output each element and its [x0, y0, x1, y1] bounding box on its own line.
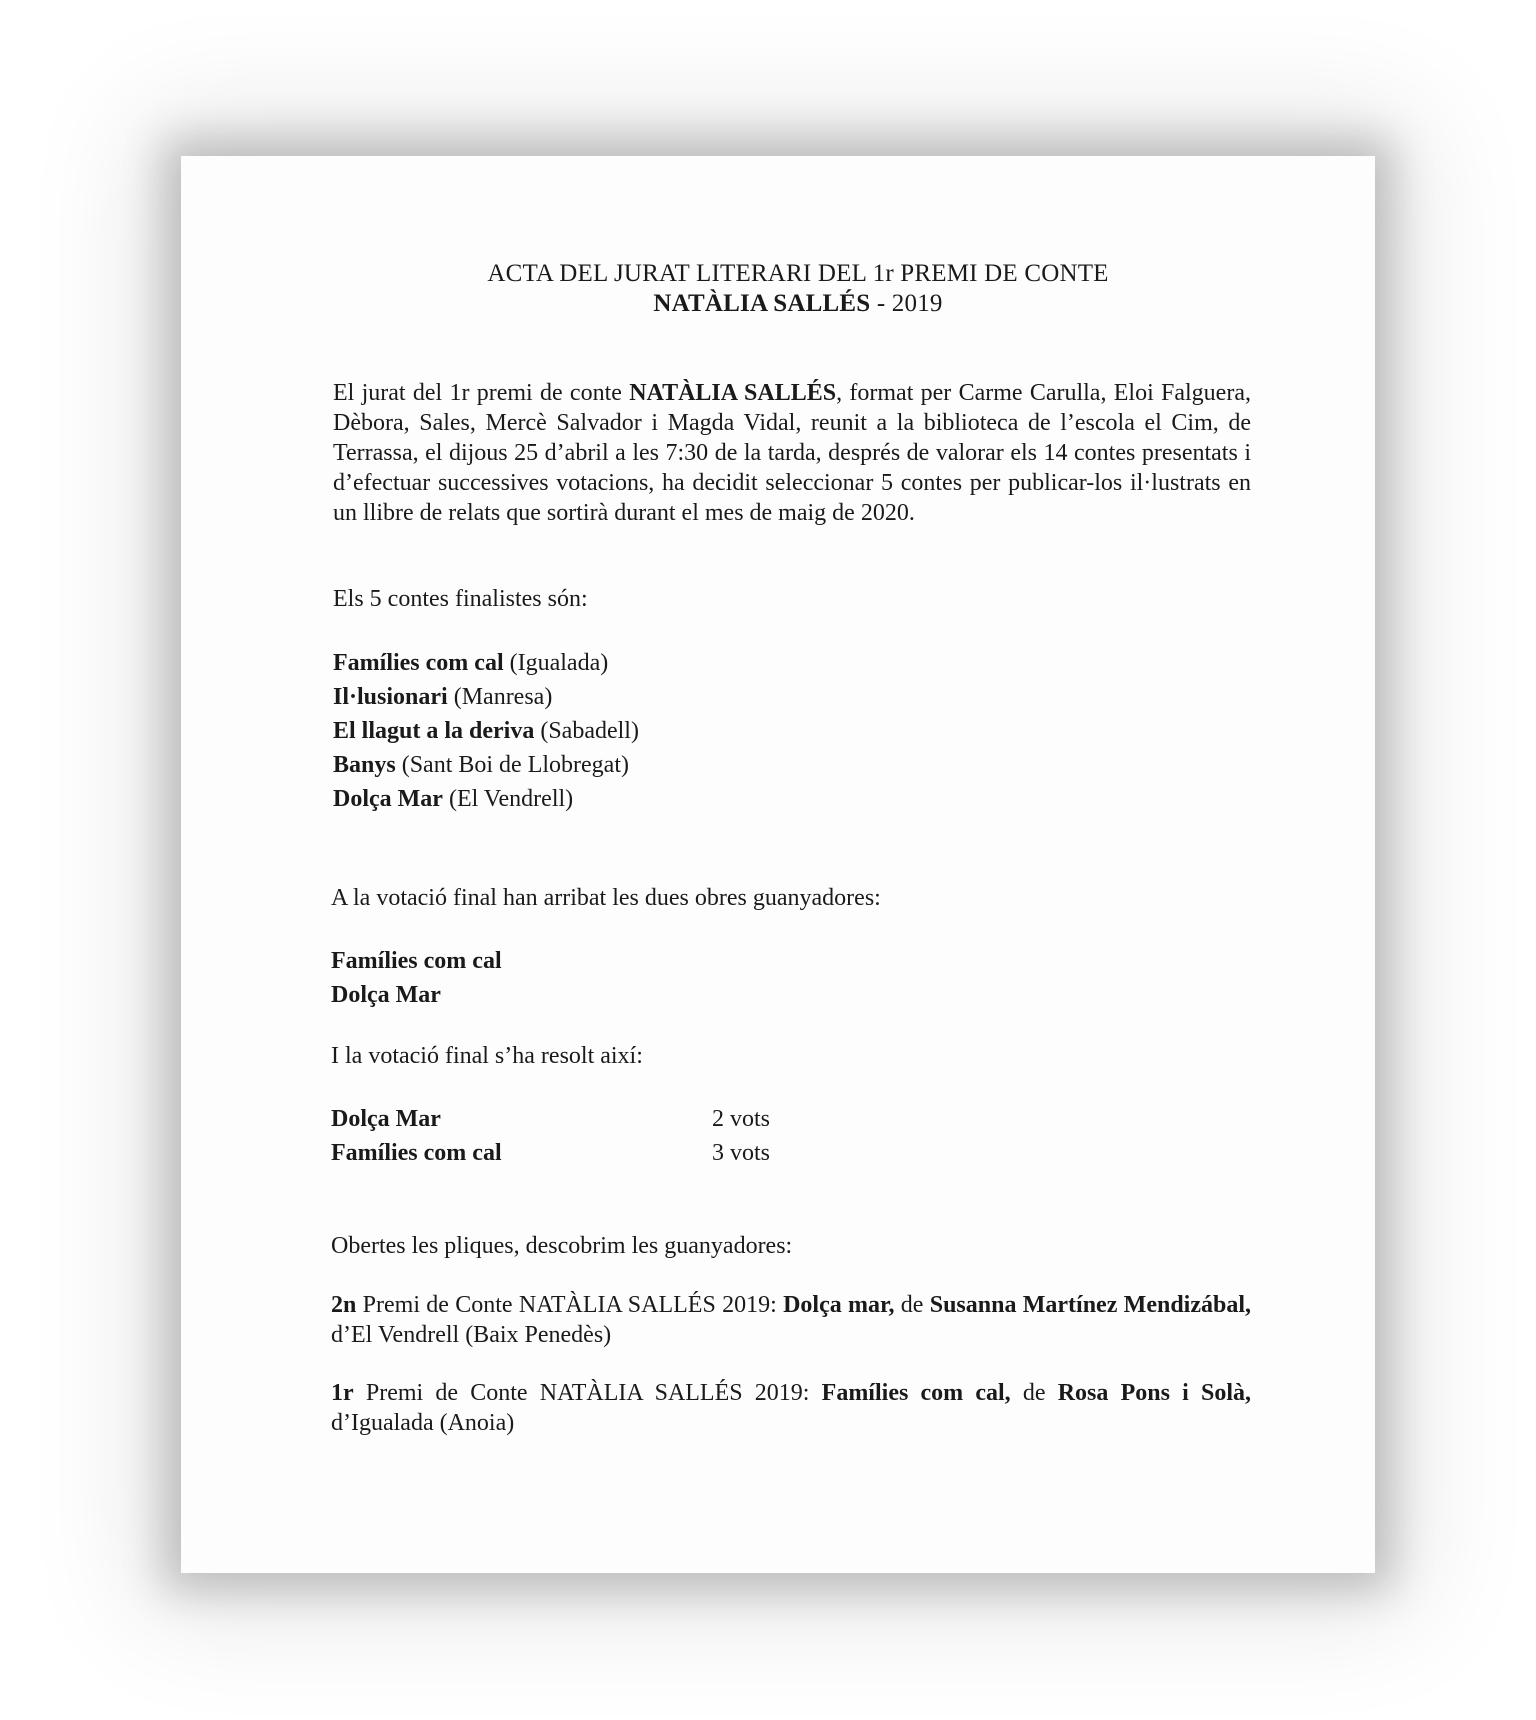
prize-name: NATÀLIA SALLÉS	[653, 290, 871, 317]
finalist-title: Il·lusionari	[333, 684, 448, 710]
finalist-place: (El Vendrell)	[448, 786, 574, 812]
author-origin: d’El Vendrell (Baix Penedès)	[331, 1322, 612, 1348]
winning-author: Rosa Pons i Solà,	[1057, 1380, 1252, 1406]
finalist-place: (Sant Boi de Llobregat)	[401, 752, 629, 778]
result-title: Dolça Mar	[331, 1106, 441, 1132]
finalist-item	[333, 784, 573, 814]
document-page	[181, 156, 1375, 1573]
result-heading: I la votació final s’ha resolt així:	[331, 1043, 643, 1069]
opening-heading: Obertes les pliques, descobrim les guanyadores:	[331, 1233, 793, 1259]
finalist-item	[333, 648, 608, 678]
intro-text-start: El jurat del 1r premi de conte	[333, 380, 630, 406]
prize-rank: 2n	[331, 1292, 357, 1318]
finalist-place: (Manresa)	[453, 684, 553, 710]
connector-text: de	[894, 1292, 930, 1318]
intro-prize-name: NATÀLIA SALLÉS	[629, 380, 837, 406]
finalist-title: El llagut a la deriva	[333, 718, 535, 744]
result-title: Famílies com cal	[331, 1140, 502, 1166]
finalist-place: (Igualada)	[509, 650, 609, 676]
final-work: Famílies com cal	[331, 948, 502, 974]
finalists-heading: Els 5 contes finalistes són:	[333, 586, 588, 612]
first-prize-paragraph	[331, 1378, 1251, 1438]
result-votes: 3 vots	[712, 1140, 771, 1166]
prize-year: - 2019	[870, 290, 943, 317]
winning-work: Famílies com cal,	[821, 1380, 1011, 1406]
document-title	[201, 260, 1395, 288]
final-vote-heading: A la votació final han arribat les dues obres guanyadores:	[331, 885, 881, 911]
result-votes: 2 vots	[712, 1106, 771, 1132]
finalist-item	[333, 682, 552, 712]
prize-label: Premi de Conte NATÀLIA SALLÉS 2019:	[356, 1292, 784, 1318]
finalist-title: Famílies com cal	[333, 650, 504, 676]
second-prize-paragraph	[331, 1290, 1251, 1350]
document-subtitle	[201, 290, 1395, 318]
finalist-item	[333, 716, 639, 746]
intro-paragraph	[333, 378, 1251, 528]
finalist-title: Banys	[333, 752, 396, 778]
finalist-item	[333, 750, 629, 780]
winning-author: Susanna Martínez Mendizábal,	[929, 1292, 1251, 1318]
prize-rank: 1r	[331, 1380, 354, 1406]
finalist-place: (Sabadell)	[540, 718, 639, 744]
final-work: Dolça Mar	[331, 982, 441, 1008]
intro-text-rest: , format per Carme Carulla, Eloi Falguera, Dèbora, Sales, Mercè Salvador i Magda Vidal, reunit a la biblioteca de l’escola el Cim, de Terrassa, el dijous 25 d’abril a les 7:30 de la tarda, després de valorar els 14 contes presentats i d’efectuar successives votacions, ha decidit seleccionar 5 contes per publicar-los il·lustrats en un llibre de relats que sortirà durant el mes de maig de 2020.	[333, 380, 1251, 526]
connector-text: de	[1010, 1380, 1058, 1406]
author-origin: d’Igualada (Anoia)	[331, 1410, 515, 1436]
finalist-title: Dolça Mar	[333, 786, 443, 812]
prize-label: Premi de Conte NATÀLIA SALLÉS 2019:	[353, 1380, 822, 1406]
winning-work: Dolça mar,	[783, 1292, 895, 1318]
title-line-1: ACTA DEL JURAT LITERARI DEL 1r PREMI DE CONTE	[487, 260, 1109, 287]
